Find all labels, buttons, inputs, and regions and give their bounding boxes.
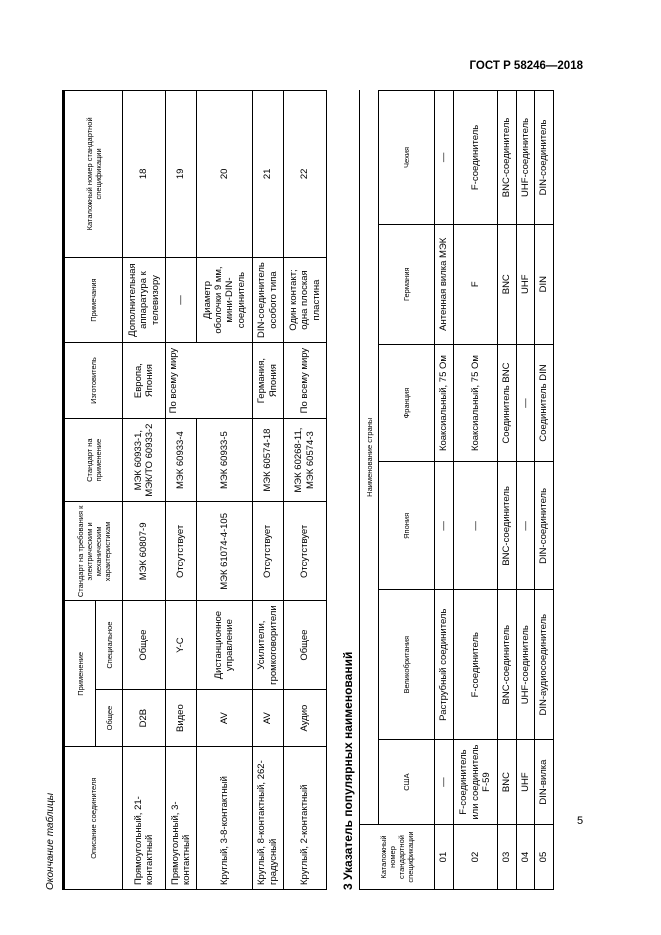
cell-req-standard: Отсутствует xyxy=(283,502,326,601)
header-catalog: Каталожный номер стандартной спецификации xyxy=(64,91,123,258)
cell-general: Аудио xyxy=(283,689,326,747)
cell-czech: F-соединитель xyxy=(453,91,498,225)
cell-japan: DIN-соединитель xyxy=(535,462,554,590)
header-usa: США xyxy=(379,740,435,825)
cell-catalog-number: 02 xyxy=(453,825,498,890)
cell-france: Коаксиальный, 75 Ом xyxy=(435,344,454,462)
cell-catalog-number: 21 xyxy=(252,91,283,258)
cell-special: Общее xyxy=(123,601,166,690)
cell-general: D2B xyxy=(123,689,166,747)
cell-usa: DIN-вилка xyxy=(535,740,554,825)
rotated-content xyxy=(45,90,560,890)
cell-req-standard: МЭК 61074-4-105 xyxy=(197,502,253,601)
cell-germany: Антенная вилка МЭК xyxy=(435,224,454,344)
header-catalog: Каталожный номер стандартной спецификации xyxy=(360,825,435,890)
cell-app-standard: МЭК 60933-4 xyxy=(166,418,197,502)
cell-germany: DIN xyxy=(535,224,554,344)
table-row xyxy=(435,91,454,890)
cell-special: Y-C xyxy=(166,601,197,690)
table-row xyxy=(283,91,326,890)
cell-notes: Дополнительная аппаратура к телевизору xyxy=(123,257,166,343)
header-france: Франция xyxy=(379,344,435,462)
cell-general: AV xyxy=(252,689,283,747)
cell-description: Прямоугольный, 3-контактный xyxy=(166,747,197,890)
header-description: Описание соединителя xyxy=(64,747,123,890)
cell-uk: BNC-соединитель xyxy=(498,590,517,740)
cell-uk: F-соединитель xyxy=(453,590,498,740)
cell-description: Круглый, 2-контактный xyxy=(283,747,326,890)
cell-usa: — xyxy=(435,740,454,825)
cell-usa: BNC xyxy=(498,740,517,825)
cell-manufacturer: Германия, Япония xyxy=(252,343,283,418)
table-caption: Окончание таблицы xyxy=(45,792,56,890)
cell-req-standard: МЭК 60807-9 xyxy=(123,502,166,601)
cell-france: Соединитель BNC xyxy=(498,344,517,462)
cell-notes: Диаметр оболочки 9 мм, мини-DIN-соединитель xyxy=(197,257,253,343)
cell-catalog-number: 19 xyxy=(166,91,197,258)
cell-france: — xyxy=(516,344,535,462)
cell-manufacturer: По всему миру xyxy=(283,343,326,418)
cell-france: Коаксиальный, 75 Ом xyxy=(453,344,498,462)
cell-usa: F-соединитель или соединитель F-59 xyxy=(453,740,498,825)
cell-uk: DIN-аудиосоединитель xyxy=(535,590,554,740)
table-row xyxy=(166,91,197,890)
cell-app-standard: МЭК 60574-18 xyxy=(252,418,283,502)
cell-japan: — xyxy=(516,462,535,590)
cell-app-standard: МЭК 60933-5 xyxy=(197,418,253,502)
header-req-standard: Стандарт на требования к электрическим и механическим характеристикам xyxy=(64,502,123,601)
cell-czech: BNC-соединитель xyxy=(498,91,517,225)
cell-req-standard: Отсутствует xyxy=(166,502,197,601)
section-title: 3 Указатель популярных наименований xyxy=(341,651,355,890)
cell-catalog-number: 22 xyxy=(283,91,326,258)
cell-catalog-number: 01 xyxy=(435,825,454,890)
cell-notes: — xyxy=(166,257,197,343)
cell-special: Усилители, громкоговорители xyxy=(252,601,283,690)
cell-app-standard: МЭК 60268-11, МЭК 60574-3 xyxy=(283,418,326,502)
cell-uk: Раструбный соединитель xyxy=(435,590,454,740)
cell-general: Видео xyxy=(166,689,197,747)
cell-japan: BNC-соединитель xyxy=(498,462,517,590)
cell-catalog-number: 04 xyxy=(516,825,535,890)
table-row xyxy=(123,91,166,890)
header-germany: Германия xyxy=(379,224,435,344)
cell-special: Дистанционное управление xyxy=(197,601,253,690)
cell-germany: UHF xyxy=(516,224,535,344)
cell-req-standard: Отсутствует xyxy=(252,502,283,601)
cell-czech: DIN-соединитель xyxy=(535,91,554,225)
cell-germany: F xyxy=(453,224,498,344)
cell-description: Прямоугольный, 21-контактный xyxy=(123,747,166,890)
header-japan: Япония xyxy=(379,462,435,590)
cell-catalog-number: 03 xyxy=(498,825,517,890)
cell-manufacturer: По всему миру xyxy=(166,343,253,418)
header-general: Общее xyxy=(96,689,123,747)
cell-special: Общее xyxy=(283,601,326,690)
connectors-table xyxy=(62,90,327,890)
header-country-names: Наименование страны xyxy=(360,91,379,825)
header-special: Специальное xyxy=(96,601,123,690)
header-app-standard: Стандарт на применение xyxy=(64,418,123,502)
table-row xyxy=(516,91,535,890)
cell-app-standard: МЭК 60933-1, МЭК/ТО 60933-2 xyxy=(123,418,166,502)
cell-uk: UHF-соединитель xyxy=(516,590,535,740)
cell-usa: UHF xyxy=(516,740,535,825)
cell-description: Круглый, 8-контактный, 262-градусный xyxy=(252,747,283,890)
header-application: Применение xyxy=(64,601,96,747)
cell-catalog-number: 18 xyxy=(123,91,166,258)
cell-description: Круглый, 3-8-контактный xyxy=(197,747,253,890)
page-number: 5 xyxy=(577,815,584,827)
table-row xyxy=(252,91,283,890)
document-code: ГОСТ Р 58246—2018 xyxy=(469,60,583,72)
header-manufacturer: Изготовитель xyxy=(64,343,123,418)
header-uk: Великобритания xyxy=(379,590,435,740)
cell-czech: UHF-соединитель xyxy=(516,91,535,225)
cell-catalog-number: 05 xyxy=(535,825,554,890)
cell-france: Соединитель DIN xyxy=(535,344,554,462)
popular-names-table xyxy=(359,90,554,890)
cell-czech: — xyxy=(435,91,454,225)
table-row xyxy=(453,91,498,890)
table-row xyxy=(498,91,517,890)
table-row xyxy=(197,91,253,890)
header-notes: Примечания xyxy=(64,257,123,343)
cell-notes: DIN-соединитель особого типа xyxy=(252,257,283,343)
cell-manufacturer: Европа, Япония xyxy=(123,343,166,418)
cell-general: AV xyxy=(197,689,253,747)
cell-japan: — xyxy=(453,462,498,590)
cell-notes: Один контакт; одна плоская пластина xyxy=(283,257,326,343)
table-row xyxy=(535,91,554,890)
cell-catalog-number: 20 xyxy=(197,91,253,258)
cell-germany: BNC xyxy=(498,224,517,344)
cell-japan: — xyxy=(435,462,454,590)
header-czech: Чехия xyxy=(379,91,435,225)
